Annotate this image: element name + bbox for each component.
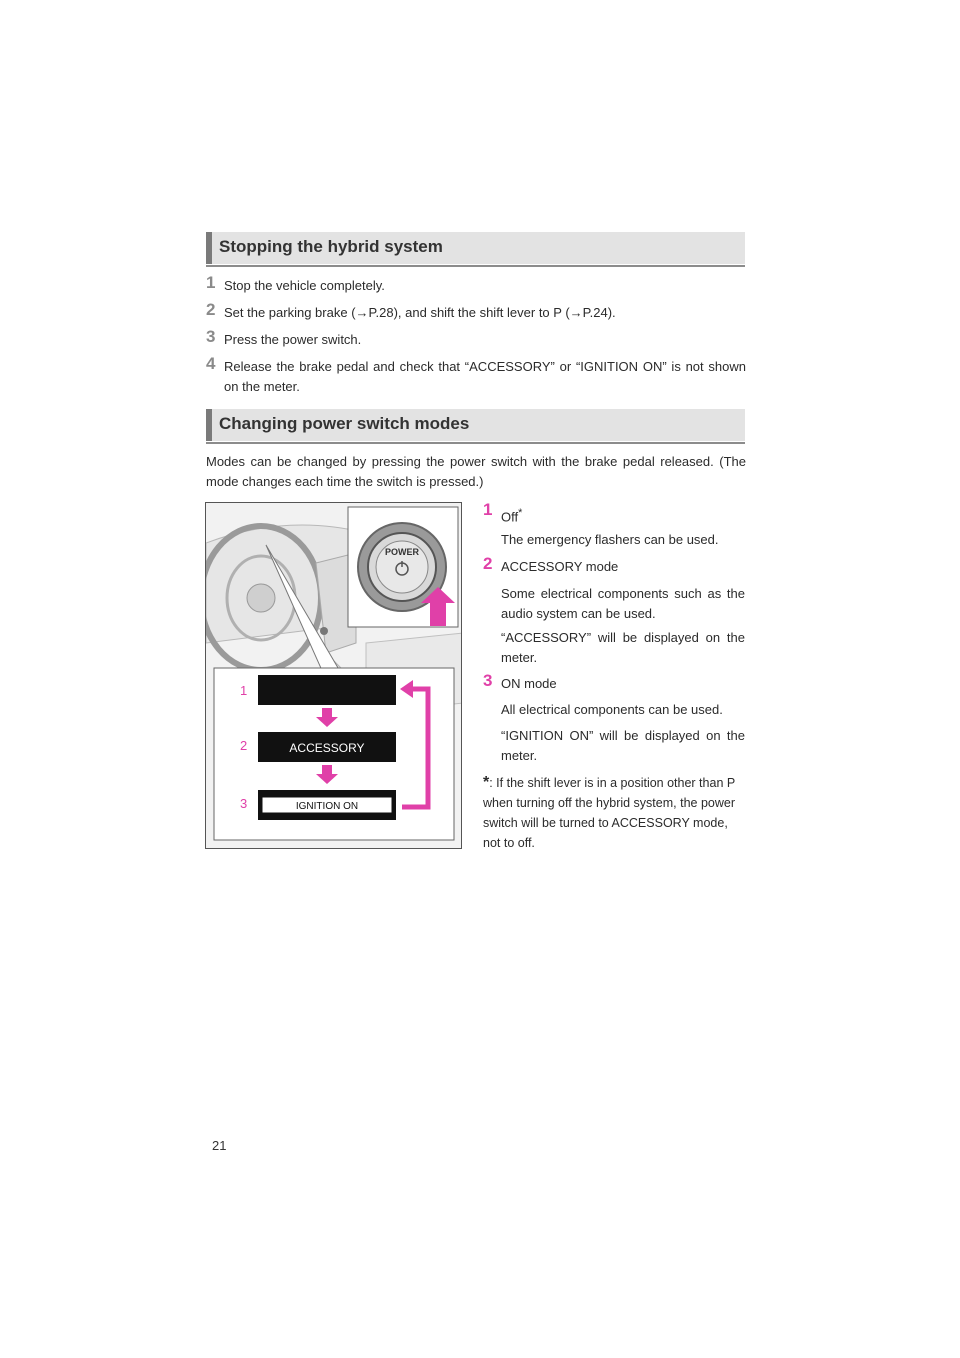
step-text: Release the brake pedal and check that “ACCESSORY” or “IGNITION ON” is not shown on the meter. [224,359,746,394]
mode-label: ACCESSORY mode [501,559,619,574]
page-number: 21 [212,1138,227,1153]
mode-item-off [483,500,745,527]
section-title: Changing power switch modes [219,414,470,433]
step-item [206,300,746,323]
step-item [206,354,746,397]
mode-number: 2 [483,554,493,573]
mode-description: “ACCESSORY” will be displayed on the meter. [501,630,745,665]
step-text: Stop the vehicle completely. [224,278,385,293]
footnote-asterisk: * [483,774,490,791]
step-number: 1 [206,273,216,292]
mode-description: Some electrical components such as the audio system can be used. [501,586,745,621]
footnote [483,773,745,853]
power-switch-illustration [205,502,462,849]
section-title: Stopping the hybrid system [219,237,443,256]
mode-number: 3 [483,671,493,690]
mode-description: “IGNITION ON” will be displayed on the meter. [501,728,745,763]
mode-number: 1 [483,500,493,519]
power-button-label: POWER [384,547,420,557]
mode-description: The emergency flashers can be used. [501,532,719,547]
display-ignition-on: IGNITION ON [295,801,359,812]
display-accessory: ACCESSORY [289,741,365,755]
mode-item-accessory [483,554,745,577]
step-text: Press the power switch. [224,332,362,347]
section-heading-stopping [206,232,745,264]
intro-paragraph: Modes can be changed by pressing the power switch with the brake pedal released. (The mode changes each time the switch is pressed.) [206,454,746,489]
display-number: 3 [240,796,248,811]
step-number: 3 [206,327,216,346]
mode-item-on [483,671,745,694]
step-number: 4 [206,354,216,373]
step-item [206,327,746,350]
step-number: 2 [206,300,216,319]
display-number: 1 [240,683,248,698]
mode-label: ON mode [501,676,557,691]
display-number: 2 [240,738,248,753]
step-text: Set the parking brake (→P.28), and shift the shift lever to P (→P.24). [224,305,616,320]
step-item [206,273,746,296]
mode-label: Off* [501,507,523,525]
footnote-text: : If the shift lever is in a position other than P when turning off the hybrid system, the power switch will be turned to ACCESSORY mode, not to off. [483,776,735,850]
footnote-marker: * [518,507,523,519]
mode-description: All electrical components can be used. [501,702,723,717]
section-heading-changing [206,409,745,441]
dashboard-drawing [206,503,462,849]
